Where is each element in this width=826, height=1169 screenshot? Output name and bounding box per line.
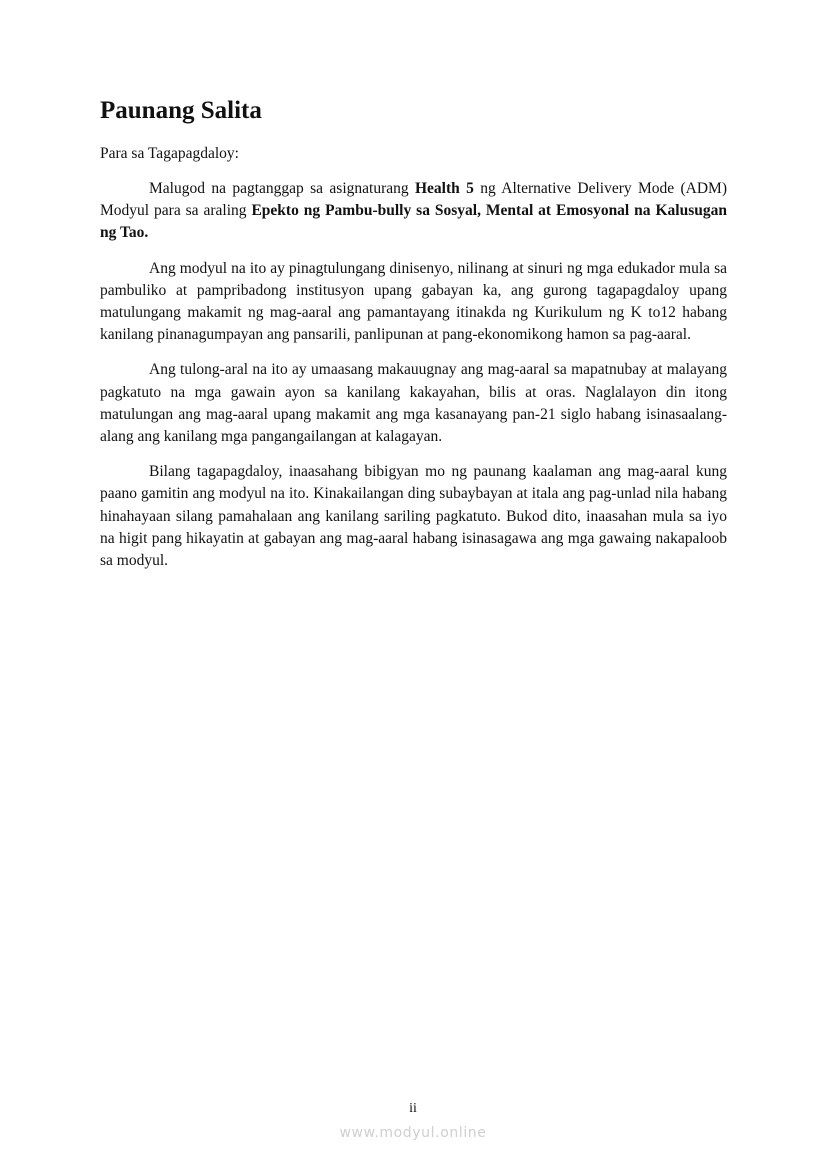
subject-name: Health 5 [415, 180, 474, 197]
page-title: Paunang Salita [100, 97, 262, 124]
paragraph-learning-aid: Ang tulong-aral na ito ay umaasang makauugnay ang mag-aaral sa mapatnubay at malayang pagkatuto na mga gawain ayon sa kanilang kakayahan, bilis at oras. Naglalayon din itong matulungan ang mag-aaral upang makamit ang mga kasanayang pan-21 siglo habang isinasaalang-alang ang kanilang mga pangangailangan at kalagayan. [100, 361, 727, 446]
paragraph-module-design: Ang modyul na ito ay pinagtulungang dinisenyo, nilinang at sinuri ng mga edukador mula sa pambuliko at pampribadong institusyon upang gabayan ka, ang gurong tagapagdaloy upang matulungang makamit ng mag-aaral ang pamantayang itinakda ng Kurikulum ng K to12 habang kanilang pinanagumpayan ang pansarili, panlipunan at pang-ekonomikong hamon sa pag-aaral. [100, 259, 727, 344]
paragraph-facilitator-role: Bilang tagapagdaloy, inaasahang bibigyan mo ng paunang kaalaman ang mag-aaral kung paano gamitin ang modyul na ito. Kinakailangan ding subaybayan at itala ang pag-unlad nila habang hinahayaan silang pamahalaan ang kanilang sariling pagkatuto. Bukod dito, inaasahan mula sa iyo na higit pang hikayatin at gabayan ang mag-aaral habang isinasagawa ang mga gawaing nakapaloob sa modyul. [100, 463, 727, 570]
paragraph-welcome-text-1: Malugod na pagtanggap sa asignaturang [149, 180, 415, 197]
paragraph-welcome [100, 178, 727, 245]
paragraph-welcome-text-2: ng Alternative Delivery Mode (ADM) Modyul para sa araling [100, 180, 727, 220]
salutation: Para sa Tagapagdaloy: [100, 145, 239, 162]
lesson-title: Epekto ng Pambu-bully sa Sosyal, Mental at Emosyonal na Kalusugan ng Tao. [100, 202, 727, 242]
watermark: www.modyul.online [339, 1125, 487, 1141]
document-body [100, 96, 727, 585]
page-number: ii [409, 1101, 417, 1116]
